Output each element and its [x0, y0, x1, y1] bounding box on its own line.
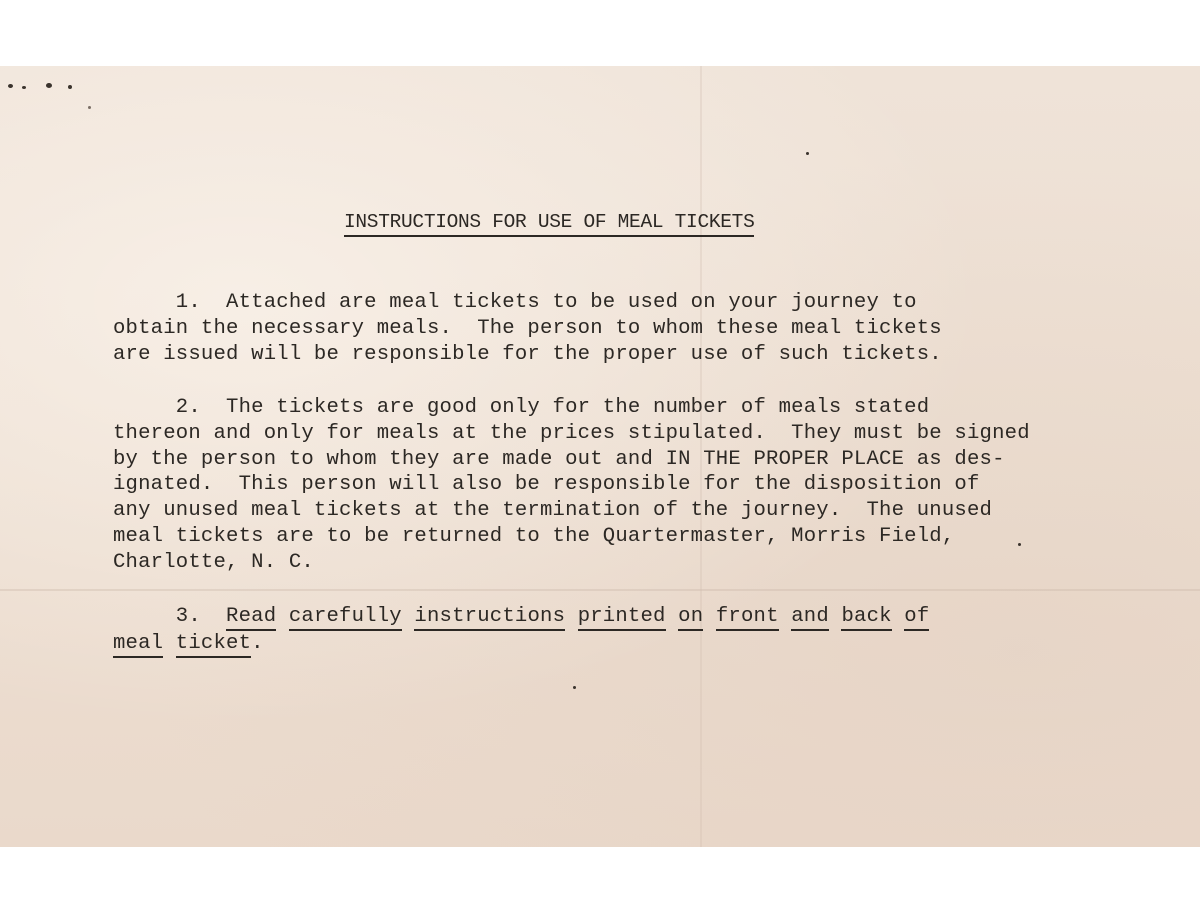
paragraph-3-line — [113, 631, 264, 657]
paragraph-2-line: thereon and only for meals at the prices stipulated. They must be signed — [113, 422, 1030, 445]
paragraph-2-line: any unused meal tickets at the termination of the journey. The unused — [113, 499, 993, 522]
ink-speck — [8, 84, 13, 88]
paragraph-1-line: obtain the necessary meals. The person to whom these meal tickets — [113, 317, 942, 340]
underlined-word: carefully — [289, 605, 402, 631]
ink-speck — [46, 83, 52, 88]
underlined-word: ticket — [176, 632, 251, 658]
underlined-word: on — [678, 605, 703, 631]
paragraph-1-line: are issued will be responsible for the proper use of such tickets. — [113, 343, 942, 366]
paragraph-2-line: meal tickets are to be returned to the Quartermaster, Morris Field, — [113, 525, 955, 548]
paragraph-3-line — [113, 604, 929, 630]
underlined-word: meal — [113, 632, 163, 658]
underlined-word: instructions — [414, 605, 565, 631]
underlined-word: front — [716, 605, 779, 631]
ink-speck — [806, 152, 809, 155]
paragraph-3-number: 3. — [113, 605, 227, 628]
paragraph-2-line: 2. The tickets are good only for the number of meals stated — [113, 396, 930, 419]
ink-speck — [88, 106, 91, 109]
paragraph-2-line: Charlotte, N. C. — [113, 551, 314, 574]
ink-speck — [22, 86, 26, 89]
underlined-word: of — [904, 605, 929, 631]
ink-speck — [1018, 543, 1021, 546]
underlined-word: back — [841, 605, 891, 631]
document-title: INSTRUCTIONS FOR USE OF MEAL TICKETS — [344, 211, 754, 237]
paper-sheet — [0, 66, 1200, 847]
paragraph-1-line: 1. Attached are meal tickets to be used on your journey to — [113, 291, 917, 314]
ink-speck — [573, 686, 576, 689]
fold-crease-horizontal — [0, 589, 1200, 591]
ink-speck — [68, 85, 72, 89]
underlined-word: printed — [578, 605, 666, 631]
underlined-word: Read — [226, 605, 276, 631]
paragraph-2-line: ignated. This person will also be responsible for the disposition of — [113, 473, 980, 496]
underlined-word: and — [791, 605, 829, 631]
paragraph-3-end-punct: . — [251, 632, 264, 655]
paragraph-2-line: by the person to whom they are made out and IN THE PROPER PLACE as des- — [113, 448, 1005, 471]
